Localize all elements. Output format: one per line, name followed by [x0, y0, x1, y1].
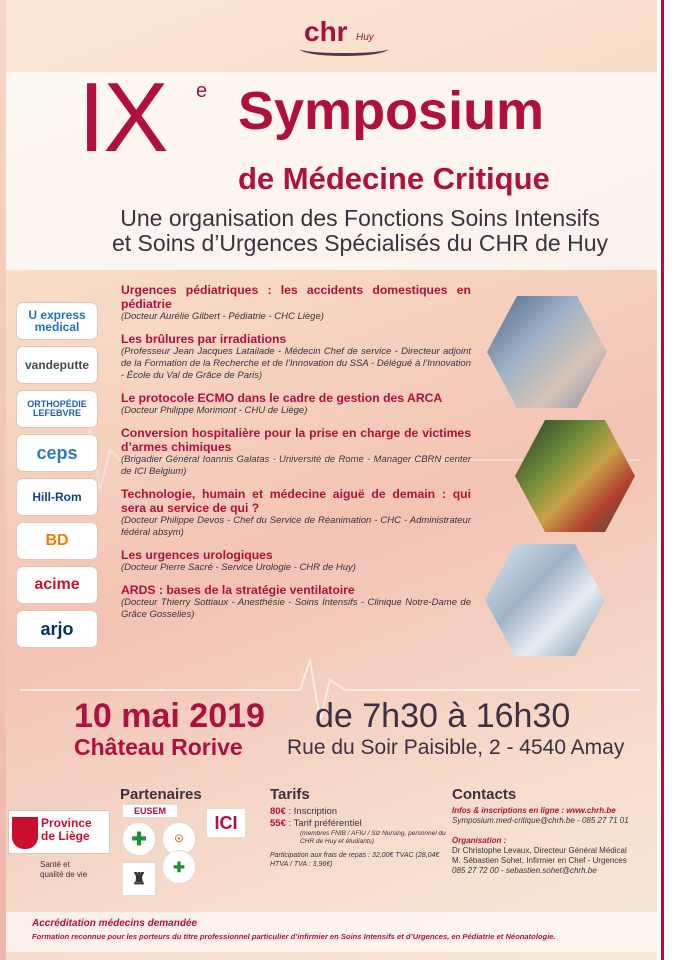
- crest-icon: [12, 817, 38, 849]
- province-tagline-1: Santé et: [40, 860, 70, 869]
- event-date: 10 mai 2019: [74, 697, 265, 735]
- price-preferentiel: 55€: [270, 818, 286, 829]
- page-subtitle: de Médecine Critique: [238, 161, 550, 196]
- contacts-org-1: Dr Christophe Levaux, Directeur Général Médical: [452, 846, 627, 855]
- tarif-preferentiel: [270, 818, 450, 830]
- sponsor-logo-acime: acime: [16, 566, 98, 604]
- footer-accreditation: Accréditation médecins demandée: [32, 918, 198, 929]
- province-tagline-2: qualité de vie: [40, 870, 88, 879]
- program-item-speaker: (Docteur Thierry Sottiaux - Anesthésie - Soins Intensifs - Clinique Notre-Dame de Grâce Gosselies): [121, 597, 471, 620]
- footer-band: [6, 912, 657, 952]
- program-item: [121, 548, 471, 574]
- event-address: Rue du Soir Paisible, 2 - 4540 Amay: [287, 736, 625, 759]
- contacts-info-label: Infos & inscriptions en ligne : www.chrh.be: [452, 806, 616, 815]
- sponsor-logo-bd: BD: [16, 522, 98, 560]
- program-item: [121, 391, 471, 417]
- program-item-speaker: (Docteur Philippe Devos - Chef du Service de Réanimation - CHC - Administrateur fédéral absym): [121, 515, 471, 538]
- program-item: [121, 487, 471, 539]
- eusem-logo: EUSEM: [122, 804, 178, 818]
- photo-icu-nurse: [485, 544, 605, 656]
- program-item-title: ARDS : bases de la stratégie ventilatoire: [121, 583, 355, 597]
- sponsor-logo-hill-rom: Hill-Rom: [16, 478, 98, 516]
- province-liege-logo: [8, 810, 110, 854]
- chr-huy-logo: chr Huy: [300, 14, 390, 60]
- tarif-inscription: [270, 806, 450, 818]
- sponsor-logo-lefebvre: ORTHOPÉDIE LEFEBVRE: [16, 390, 98, 428]
- footer-formation: Formation reconnue pour les porteurs du titre professionnel particulier d’infirmier en Soins Intensifs et d’Urgences, en Pédiatrie et Néonatologie.: [32, 932, 556, 941]
- program-item-speaker: (Docteur Aurélie Gilbert - Pédiatrie - CHC Liège): [121, 311, 324, 322]
- star-of-life-icon: ✚: [122, 822, 156, 856]
- program-item-speaker: (Brigadier Général Ioannis Galatas - Université de Rome - Manager CBRN center de ICI Belgium): [121, 454, 471, 477]
- program-item-title: Le protocole ECMO dans le cadre de gestion des ARCA: [121, 391, 443, 405]
- program-item: [121, 426, 471, 478]
- program-item: [121, 283, 471, 323]
- sponsor-logo-vandeputte: vandeputte: [16, 346, 98, 384]
- contacts-email-phone: Symposium.med-critique@chrh.be - 085 27 71 01: [452, 816, 629, 825]
- association-logo: ☉: [162, 822, 196, 856]
- photo-rescue-workers: [515, 420, 635, 532]
- price-inscription: 80€: [270, 806, 286, 817]
- emblem-logo: ♜: [122, 862, 156, 896]
- contacts-block: [452, 806, 652, 876]
- sponsor-logo-arjo: arjo: [16, 610, 98, 648]
- medical-cross-logo: ✚: [162, 850, 196, 884]
- program-item-speaker: (Docteur Pierre Sacré - Service Urologie - CHR de Huy): [121, 562, 356, 573]
- program-item-speaker: (Docteur Philippe Morimont - CHU de Liège): [121, 405, 308, 416]
- contacts-org-2: M. Sébastien Sohet, Infirmier en Chef - Urgences: [452, 856, 627, 865]
- program-item: [121, 332, 471, 382]
- photo-child-oxygen-mask: [487, 296, 607, 408]
- program-item-title: Urgences pédiatriques : les accidents domestiques en pédiatrie: [121, 283, 471, 311]
- tarif-meal: Participation aux frais de repas : 32,00€ TVAC (28,04€ HTVA / TVA : 3,96€): [270, 852, 440, 868]
- program-list: [121, 283, 471, 630]
- organizer-line-2: et Soins d’Urgences Spécialisés du CHR de Huy: [111, 230, 609, 257]
- tarifs-block: [270, 806, 450, 869]
- province-line-2: de Liège: [41, 829, 90, 843]
- province-line-1: Province: [41, 816, 92, 830]
- tarif-note: (membres FNIB / AFIU / Siz Nursing, personnel du CHR de Huy et étudiants): [300, 830, 446, 845]
- program-item-speaker: (Professeur Jean Jacques Latailade - Médecin Chef de service - Directeur adjoint de la Formation de la Recherche et de l’Innovation du SSA - Délégué à l’Innovation - École du Val de Grâce de Paris): [121, 346, 471, 381]
- province-tagline: [40, 860, 87, 880]
- event-hours: de 7h30 à 16h30: [315, 697, 571, 735]
- sponsor-logo-express-medical: U express medical: [16, 302, 98, 340]
- sponsor-logo-ceps: ceps: [16, 434, 98, 472]
- contacts-org-label: Organisation :: [452, 836, 507, 845]
- event-venue: Château Rorive: [74, 734, 243, 760]
- edition-superscript: e: [196, 80, 208, 102]
- sponsor-column: [16, 302, 98, 654]
- program-item-title: Les urgences urologiques: [121, 548, 273, 562]
- partenaires-heading: Partenaires: [120, 786, 202, 803]
- tarifs-heading: Tarifs: [270, 786, 310, 803]
- contacts-org-3: 085 27 72 00 - sebastien.sohet@chrh.be: [452, 866, 597, 875]
- organizer-line-1: Une organisation des Fonctions Soins Intensifs: [120, 205, 600, 231]
- right-border-line: [661, 0, 664, 960]
- label-inscription: : Inscription: [288, 806, 338, 817]
- program-item-title: Les brûlures par irradiations: [121, 332, 287, 346]
- contacts-heading: Contacts: [452, 786, 517, 803]
- program-item-title: Technologie, humain et médecine aiguë de demain : qui sera au service de qui ?: [121, 487, 471, 515]
- program-item: [121, 583, 471, 621]
- page-title: Symposium: [238, 81, 545, 141]
- label-preferentiel: : Tarif préférentiel: [288, 818, 362, 829]
- edition-number: IX: [78, 62, 167, 172]
- program-item-title: Conversion hospitalière pour la prise en charge de victimes d’armes chimiques: [121, 426, 471, 454]
- organizer-text: [80, 206, 640, 257]
- ici-logo: ICI: [206, 808, 246, 838]
